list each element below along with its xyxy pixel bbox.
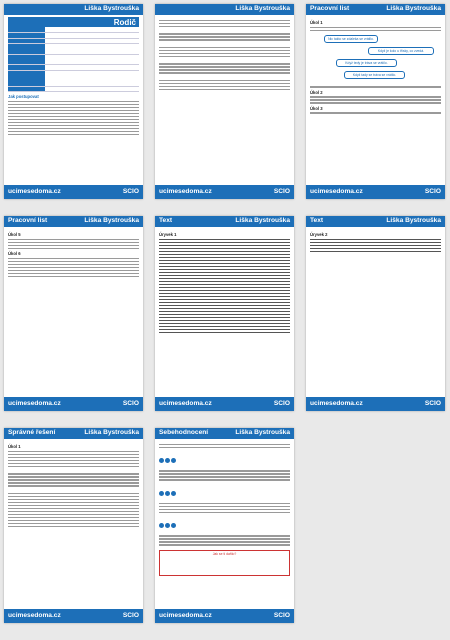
page-header (4, 4, 143, 15)
page-header (4, 216, 143, 227)
scio-logo: SCIO (273, 400, 290, 407)
footer-url[interactable]: ucimesedoma.cz (310, 188, 363, 195)
brand-title: Liška Bystrouška (235, 429, 290, 436)
info-table (8, 27, 139, 92)
brand-title: Liška Bystrouška (235, 217, 290, 224)
task-heading: Úkol 5 (8, 232, 21, 237)
page-header (155, 216, 294, 227)
page-4-worksheet (4, 216, 143, 411)
task-heading: Úkol 6 (8, 251, 21, 256)
reflection-box[interactable] (159, 550, 290, 576)
brand-title: Liška Bystrouška (235, 5, 290, 12)
page-8-self-assessment (155, 428, 294, 623)
page-title: Pracovní list (310, 5, 350, 12)
brand-title: Liška Bystrouška (386, 217, 441, 224)
page-header (4, 428, 143, 439)
page-2-text (155, 4, 294, 199)
scio-logo: SCIO (273, 188, 290, 195)
footer-url[interactable]: ucimesedoma.cz (8, 400, 61, 407)
sentence-bubble[interactable]: Nic takto se zdaleka se vrátilo. (324, 35, 378, 43)
page-footer (4, 397, 143, 411)
smiley-icon (171, 458, 176, 463)
brand-title: Liška Bystrouška (84, 217, 139, 224)
page-title: Správné řešení (8, 429, 56, 436)
page-title: Text (159, 217, 173, 224)
smiley-icon (171, 523, 176, 528)
scio-logo: SCIO (424, 400, 441, 407)
page-footer (155, 609, 294, 623)
scio-logo: SCIO (424, 188, 441, 195)
page-1-parent-guide (4, 4, 143, 199)
page-header (306, 216, 445, 227)
smiley-icon (165, 458, 170, 463)
brand-title: Liška Bystrouška (386, 5, 441, 12)
footer-url[interactable]: ucimesedoma.cz (159, 188, 212, 195)
footer-url[interactable]: ucimesedoma.cz (310, 400, 363, 407)
smiley-icon (159, 523, 164, 528)
page-title: Text (310, 217, 324, 224)
page-header (155, 428, 294, 439)
smiley-icon (171, 491, 176, 496)
section-heading: Jak postupovat (8, 94, 39, 100)
task-heading: Úkol 1 (310, 20, 323, 25)
excerpt-heading: Úryvek 2 (310, 232, 328, 237)
page-title: Pracovní list (8, 217, 48, 224)
task-heading: Úkol 2 (310, 89, 323, 95)
scio-logo: SCIO (122, 188, 139, 195)
parent-banner (8, 17, 139, 27)
page-6-text (306, 216, 445, 411)
footer-url[interactable]: ucimesedoma.cz (159, 400, 212, 407)
page-title: Rodič (113, 18, 136, 27)
sentence-bubble[interactable]: Když tady se tráva se vrátilo. (344, 71, 405, 79)
page-footer (4, 185, 143, 199)
page-3-worksheet (306, 4, 445, 199)
sentence-bubble[interactable]: Když tedy je tráva se vrátilo. (336, 59, 397, 67)
brand-title: Liška Bystrouška (84, 429, 139, 436)
page-footer (306, 397, 445, 411)
footer-url[interactable]: ucimesedoma.cz (8, 188, 61, 195)
task-heading: Úkol 1 (8, 444, 21, 449)
page-footer (155, 185, 294, 199)
page-footer (155, 397, 294, 411)
footer-url[interactable]: ucimesedoma.cz (159, 612, 212, 619)
page-footer (306, 185, 445, 199)
smiley-icon (159, 491, 164, 496)
excerpt-heading: Úryvek 1 (159, 232, 177, 237)
scio-logo: SCIO (122, 612, 139, 619)
sentence-bubble[interactable]: Když je kolo u třísky, co zvedá. (368, 47, 434, 55)
smiley-icon (165, 523, 170, 528)
brand-title: Liška Bystrouška (84, 5, 139, 12)
scio-logo: SCIO (273, 612, 290, 619)
page-5-text (155, 216, 294, 411)
smiley-icon (165, 491, 170, 496)
page-header (155, 4, 294, 15)
page-header (306, 4, 445, 15)
scio-logo: SCIO (122, 400, 139, 407)
task-heading: Úkol 3 (310, 105, 323, 111)
page-title: Sebehodnocení (159, 429, 209, 436)
footer-url[interactable]: ucimesedoma.cz (8, 612, 61, 619)
reflection-box-label: Jak se ti dařilo? (212, 551, 237, 556)
page-footer (4, 609, 143, 623)
smiley-icon (159, 458, 164, 463)
page-7-solutions (4, 428, 143, 623)
